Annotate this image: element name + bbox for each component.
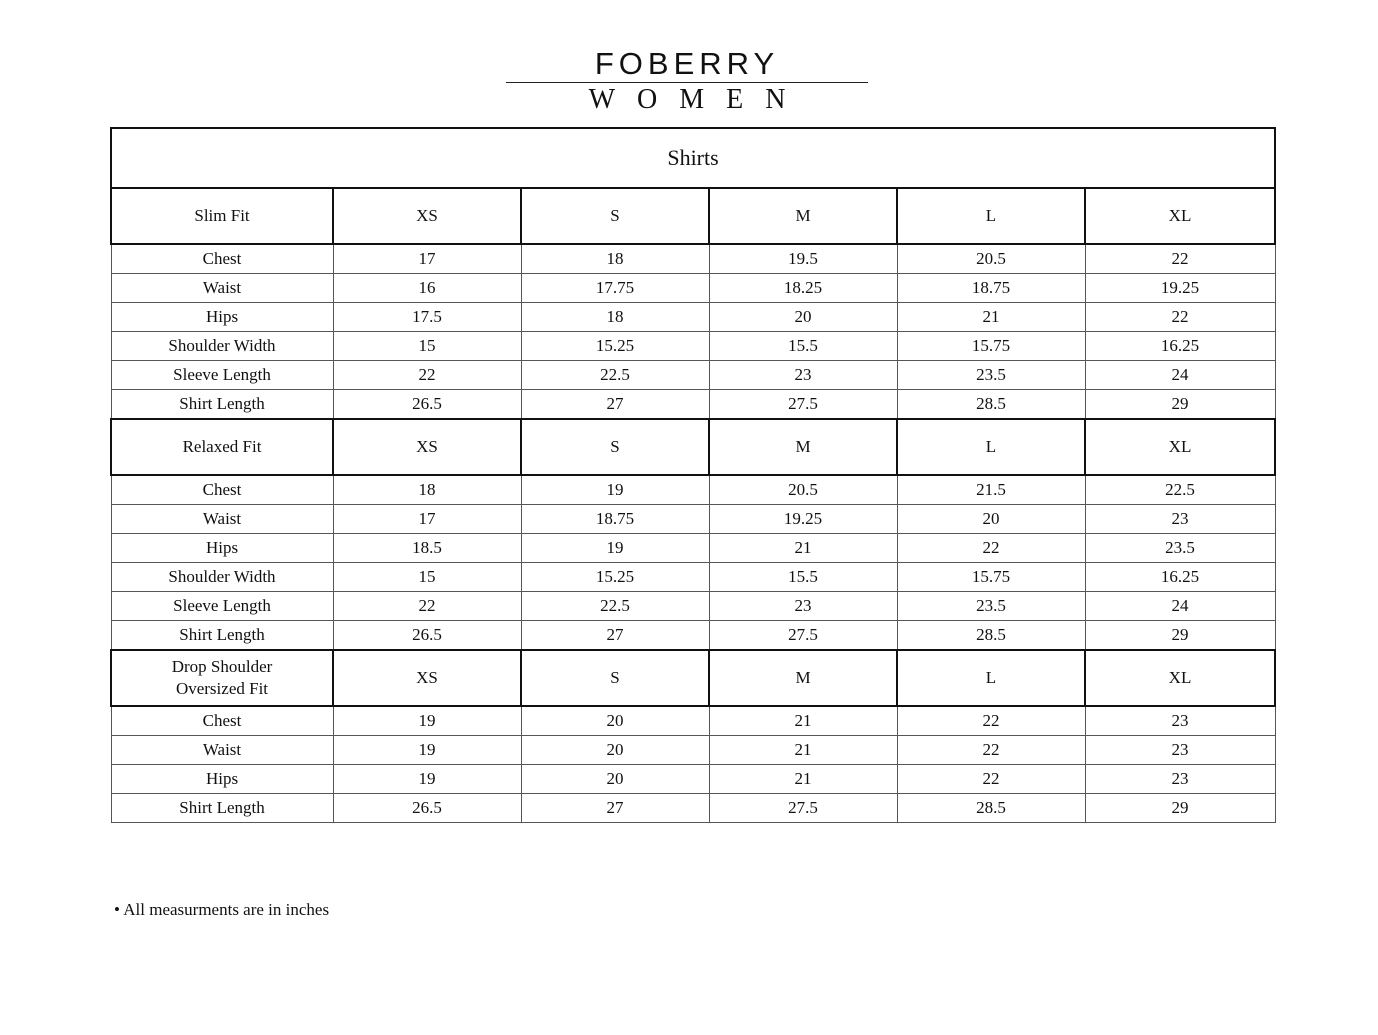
measurement-value: 20.5: [897, 244, 1085, 274]
measurement-value: 29: [1085, 794, 1275, 823]
measurement-value: 21: [709, 706, 897, 736]
table-row: [111, 274, 1275, 303]
size-header: S: [521, 650, 709, 706]
table-row: [111, 794, 1275, 823]
measurement-label: Shirt Length: [111, 621, 333, 651]
measurement-value: 22: [1085, 303, 1275, 332]
measurement-value: 19.5: [709, 244, 897, 274]
measurement-label: Chest: [111, 244, 333, 274]
size-header: L: [897, 188, 1085, 244]
table-row: [111, 475, 1275, 505]
measurement-value: 23.5: [1085, 534, 1275, 563]
measurement-value: 18: [333, 475, 521, 505]
table-row: [111, 563, 1275, 592]
measurement-value: 17.75: [521, 274, 709, 303]
table-row: [111, 303, 1275, 332]
measurement-value: 18.75: [897, 274, 1085, 303]
measurement-value: 19: [521, 534, 709, 563]
size-header: M: [709, 419, 897, 475]
measurement-value: 26.5: [333, 794, 521, 823]
measurement-value: 20: [521, 706, 709, 736]
measurement-label: Shoulder Width: [111, 563, 333, 592]
measurement-value: 15.5: [709, 332, 897, 361]
size-header: XS: [333, 650, 521, 706]
measurement-value: 15.25: [521, 563, 709, 592]
table-row: [111, 765, 1275, 794]
size-header: S: [521, 419, 709, 475]
measurement-value: 22.5: [1085, 475, 1275, 505]
measurement-label: Waist: [111, 274, 333, 303]
measurement-value: 24: [1085, 592, 1275, 621]
measurement-value: 22.5: [521, 592, 709, 621]
measurement-value: 26.5: [333, 390, 521, 420]
measurement-value: 22: [333, 592, 521, 621]
measurement-value: 21: [709, 765, 897, 794]
measurement-value: 21: [897, 303, 1085, 332]
measurement-value: 23: [1085, 505, 1275, 534]
measurement-value: 27.5: [709, 390, 897, 420]
measurement-value: 29: [1085, 621, 1275, 651]
measurement-value: 18: [521, 244, 709, 274]
measurement-value: 23: [1085, 706, 1275, 736]
measurement-value: 20: [897, 505, 1085, 534]
measurement-value: 19.25: [1085, 274, 1275, 303]
measurement-value: 15.75: [897, 563, 1085, 592]
table-row: [111, 621, 1275, 651]
measurement-value: 16: [333, 274, 521, 303]
table-row: [111, 390, 1275, 420]
table-row: [111, 244, 1275, 274]
measurement-value: 23: [709, 592, 897, 621]
measurement-value: 21: [709, 736, 897, 765]
table-row: [111, 736, 1275, 765]
measurement-value: 18.25: [709, 274, 897, 303]
measurement-value: 27: [521, 794, 709, 823]
measurement-value: 23: [1085, 765, 1275, 794]
measurement-value: 15.5: [709, 563, 897, 592]
measurement-value: 20: [521, 736, 709, 765]
measurement-value: 22: [897, 736, 1085, 765]
measurement-value: 17: [333, 244, 521, 274]
measurement-label: Shirt Length: [111, 794, 333, 823]
measurement-value: 23: [1085, 736, 1275, 765]
measurement-value: 21.5: [897, 475, 1085, 505]
measurement-value: 20.5: [709, 475, 897, 505]
measurement-value: 22.5: [521, 361, 709, 390]
table-row: [111, 534, 1275, 563]
size-header: M: [709, 188, 897, 244]
measurement-value: 15.75: [897, 332, 1085, 361]
table-row: [111, 706, 1275, 736]
measurement-label: Sleeve Length: [111, 361, 333, 390]
table-row: [111, 592, 1275, 621]
brand-name: FOBERRY: [594, 46, 780, 81]
measurement-value: 19.25: [709, 505, 897, 534]
measurement-note: • All measurments are in inches: [114, 900, 330, 919]
measurement-value: 19: [333, 706, 521, 736]
measurement-label: Chest: [111, 475, 333, 505]
table-row: [111, 332, 1275, 361]
measurement-value: 15.25: [521, 332, 709, 361]
measurement-label: Sleeve Length: [111, 592, 333, 621]
measurement-value: 21: [709, 534, 897, 563]
measurement-value: 27: [521, 390, 709, 420]
measurement-label: Hips: [111, 303, 333, 332]
measurement-value: 22: [897, 534, 1085, 563]
measurement-value: 17: [333, 505, 521, 534]
measurement-value: 18.5: [333, 534, 521, 563]
measurement-value: 24: [1085, 361, 1275, 390]
measurement-value: 19: [521, 475, 709, 505]
measurement-value: 15: [333, 563, 521, 592]
measurement-value: 15: [333, 332, 521, 361]
size-header: XS: [333, 419, 521, 475]
measurement-value: 23.5: [897, 361, 1085, 390]
measurement-label: Waist: [111, 736, 333, 765]
measurement-value: 23: [709, 361, 897, 390]
measurement-value: 19: [333, 765, 521, 794]
measurement-value: 17.5: [333, 303, 521, 332]
brand-subtitle: WOMEN: [588, 84, 808, 115]
brand-logo: [506, 46, 868, 117]
fit-header-row: [111, 419, 1275, 475]
measurement-label: Shoulder Width: [111, 332, 333, 361]
fit-header-row: [111, 650, 1275, 706]
measurement-label: Hips: [111, 765, 333, 794]
measurement-value: 26.5: [333, 621, 521, 651]
measurement-label: Shirt Length: [111, 390, 333, 420]
measurement-value: 29: [1085, 390, 1275, 420]
measurement-value: 18.75: [521, 505, 709, 534]
measurement-value: 18: [521, 303, 709, 332]
measurement-value: 20: [709, 303, 897, 332]
table-row: [111, 505, 1275, 534]
measurement-value: 28.5: [897, 390, 1085, 420]
fit-header-row: [111, 188, 1275, 244]
size-header: L: [897, 650, 1085, 706]
measurement-value: 16.25: [1085, 332, 1275, 361]
size-header: XS: [333, 188, 521, 244]
measurement-value: 28.5: [897, 621, 1085, 651]
measurement-value: 27.5: [709, 794, 897, 823]
measurement-value: 22: [897, 765, 1085, 794]
table-title: Shirts: [111, 128, 1275, 188]
measurement-value: 28.5: [897, 794, 1085, 823]
measurement-value: 27: [521, 621, 709, 651]
size-header: S: [521, 188, 709, 244]
fit-name: Slim Fit: [111, 188, 333, 244]
size-header: XL: [1085, 419, 1275, 475]
measurement-value: 23.5: [897, 592, 1085, 621]
measurement-value: 22: [333, 361, 521, 390]
size-chart-table: [110, 127, 1276, 823]
table-row: [111, 361, 1275, 390]
size-header: M: [709, 650, 897, 706]
measurement-value: 22: [1085, 244, 1275, 274]
measurement-label: Waist: [111, 505, 333, 534]
measurement-label: Hips: [111, 534, 333, 563]
size-header: XL: [1085, 188, 1275, 244]
fit-name: Drop Shoulder Oversized Fit: [111, 650, 333, 706]
measurement-label: Chest: [111, 706, 333, 736]
measurement-value: 16.25: [1085, 563, 1275, 592]
measurement-value: 27.5: [709, 621, 897, 651]
fit-name: Relaxed Fit: [111, 419, 333, 475]
size-header: L: [897, 419, 1085, 475]
measurement-value: 20: [521, 765, 709, 794]
measurement-value: 22: [897, 706, 1085, 736]
size-header: XL: [1085, 650, 1275, 706]
measurement-value: 19: [333, 736, 521, 765]
